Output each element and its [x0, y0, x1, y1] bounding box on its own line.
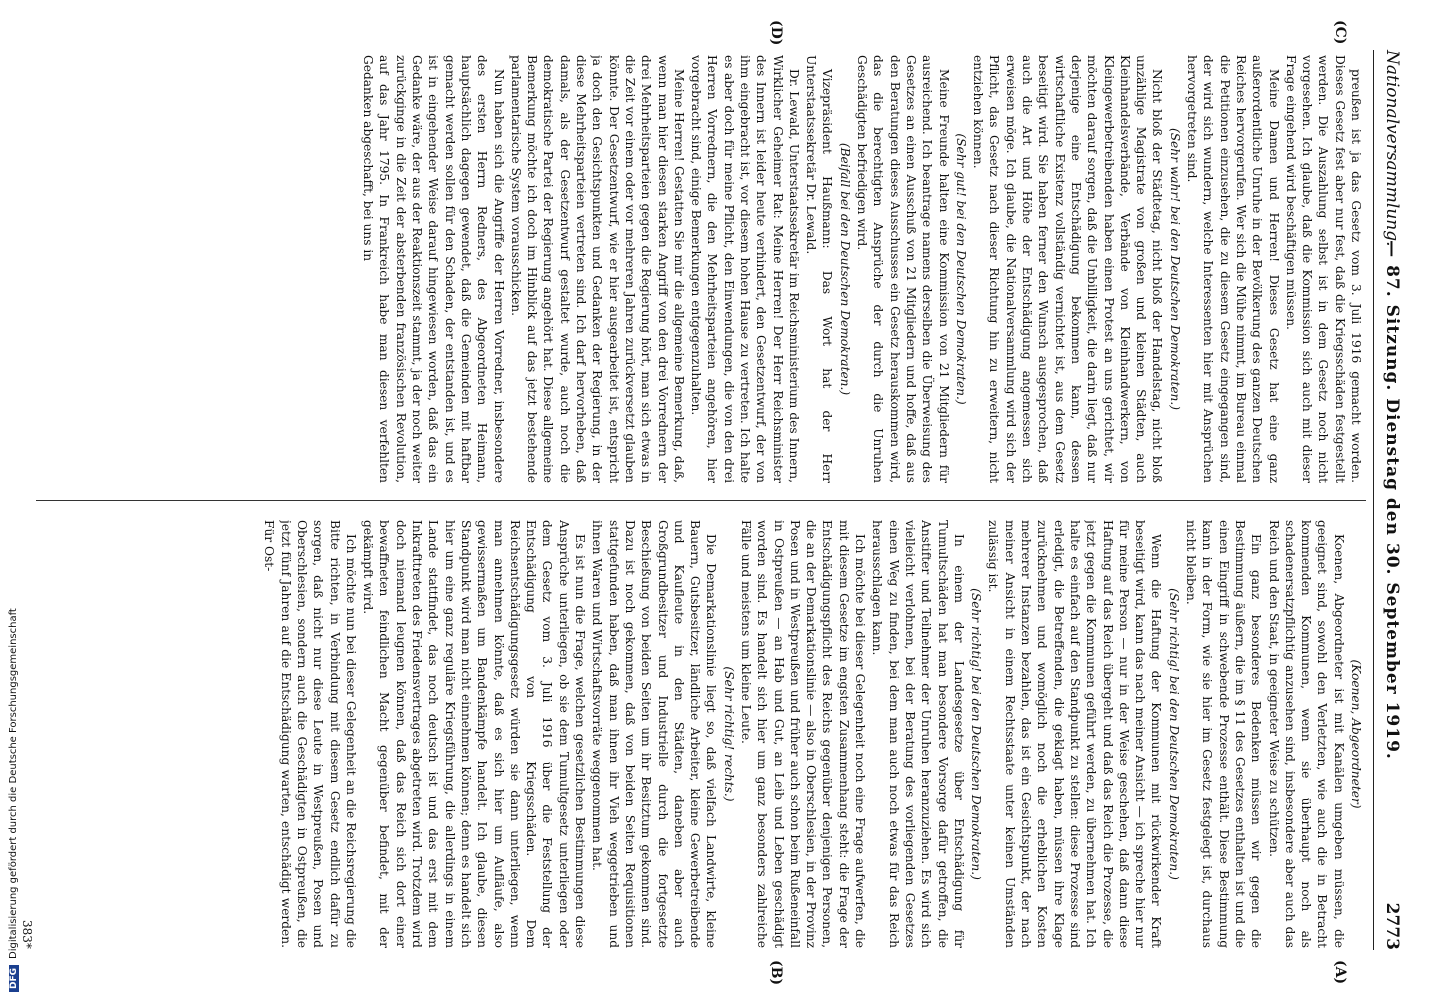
left-text-column — [44, 520, 1364, 948]
left-column-paragraph: Ich möchte nun bei dieser Gelegenheit an die Reichsregierung die Bitte richten, in Verbindung mit diesem Gesetz endlich dafür zu sorgen, daß nicht nur diese Leute in Westpreußen, Posen und Oberschlesien, sondern auch die Geschädigten in Ostpreußen, die jetzt fünf Jahren auf die Entschädigung warten, entschädigt werden. Für Ost- — [262, 520, 358, 948]
margin-marker-b: (B) — [768, 960, 784, 986]
column-divider — [36, 500, 1366, 501]
left-column-paragraph: Es ist nun die Frage, welchen gesetzlichen Bestimmungen diese Ansprüche unterliegen, ob sie dem Tumultgesetz unterliegen oder dem Gesetz vom 3. Juli 1916 über die Feststellung der Entschädigung von Kriegsschäden. Dem Reichsentschädigungsgesetz würden sie dann unterliegen, wenn man annehmen könnte, daß es sich hier um Aufläufe, also gewissermaßen um Bandenkämpfe handelt. Ich glaube, diesen Standpunkt wird man nicht einnehmen können; denn es handelt sich hier um eine ganz reguläre Kriegsführung, die allerdings in einem Lande stattfindet, das noch deutsch ist und das erst mit dem Inkrafttreten des Friedensvertrages abgetreten wird. Trotzdem wird doch niemand leugnen können, daß das Reich sich dort einer bewaffneten feindlichen Macht gegenüber befindet, mit der gekämpft wird. — [361, 520, 588, 948]
right-column-paragraph: Meine Damen und Herren! Dieses Gesetz hat eine ganz außerordentliche Unruhe in der Bevölkerung des ganzen Deutschen Reiches hervorgerufen. Wer sich die Mühe nimmt, im Bureau einmal die Petitionen einzusehen, die zu diesem Gesetz eingegangen sind, der wird sich wundern, welche Interessenten hier mit Ansprüchen hervorgetreten sind. — [1185, 55, 1281, 483]
left-column-interjection: (Sehr richtig! rechts.) — [721, 666, 736, 802]
header-center: — 87. Sitzung. Dienstag den 30. September 1919. — [1382, 240, 1402, 760]
left-column-interjection: (Sehr richtig! bei den Deutschen Demokraten.) — [969, 588, 984, 880]
left-column-paragraph: In einem der Landesgesetze über Entschädigung für Tumultschäden hat man besondere Vorsorge dafür getroffen, die Anstifter und Teilnehmer der Unruhen heranzuziehen. Es wird sich vielleicht verlohnen, bei der Beratung des vorliegenden Gesetzes einen Weg zu finden, bei dem man auch noch etwas für das Reich herausschlagen kann. — [870, 520, 966, 948]
sheet-number: 383* — [20, 920, 34, 949]
right-column-paragraph: Nun haben sich die Angriffe der Herren Vorredner, insbesondere des ersten Herrn Redners, des Abgeordneten Heimann, hauptsächlich dagegen gewendet, daß die Gemeinden mit haftbar gemacht werden sollen für den Schaden, der entstanden ist, und es ist in eingehender Weise darauf hingewiesen worden, daß das ein Gedanke wäre, der aus der Reaktionszeit stammt, ja der noch weiter zurückginge in die Zeit der absterbenden französischen Revolution, auf das Jahr 1795. In Frankreich habe man diesen verfehlten Gedanken abgeschafft, bei uns in — [361, 55, 506, 483]
right-column-interjection: (Sehr gut! bei den Deutschen Demokraten.) — [953, 133, 968, 405]
dfg-logo: DFG — [9, 965, 19, 992]
header-left: Nationalversammlung. — [1382, 50, 1402, 247]
left-column-paragraph: Wenn die Haftung der Kommunen mit rückwirkender Kraft beseitigt wird, kann das nach meiner Ansicht — ich spreche hier nur für meine Person — nur in der Weise geschehen, daß dann diese Haftung auf das Reich übergeht und daß das Reich die Prozesse, die jetzt gegen die Kommunen geführt werden, zu übernehmen hat. Ich halte es einfach auf den Standpunkt zu stellen: diese Prozesse sind erledigt, die Betreffenden, die geklagt haben, müssen ihre Klage zurücknehmen und womöglich noch die erheblichen Kosten mehrerer Instanzen bezahlen, das ist ein Gesichtspunkt, der nach meiner Ansicht in einem Rechtsstaate unter keinen Umständen zulässig ist. — [986, 520, 1164, 948]
margin-marker-a: (A) — [1332, 960, 1348, 985]
right-column-interjection: (Beifall bei den Deutschen Demokraten.) — [837, 142, 852, 396]
footer-credit — [6, 2, 28, 992]
right-text-column — [44, 55, 1364, 483]
footer-credit-label: Digitalisierung gefördert durch die Deutsche Forschungsgemeinschaft — [8, 608, 19, 959]
right-column-paragraph: Vizepräsident Haußmann: Das Wort hat der Herr Unterstaatssekretär Dr. Lewald. — [804, 55, 835, 483]
right-column-paragraph: Nicht bloß der Städtetag, nicht bloß der Handelstag, nicht bloß unzählige Magistrate von großen und kleinen Städten, auch Kleinhandelsverbände, Verbände von Kleinhandwerkern, von Kleingewerbetreibenden haben einen Protest an uns gerichtet, wir möchten darauf sorgen, daß die Unbilligkeit, die darin liegt, daß nur derjenige eine Entschädigung bekommen kann, dessen wirtschaftliche Existenz vollständig vernichtet ist, aus dem Gesetz beseitigt wird. Sie haben ferner den Wunsch ausgesprochen, daß auch die Art und Höhe der Entschädigung angemessen sich erweisen möge. Ich glaube, die Nationalversammlung wird sich der Pflicht, das Gesetz nach dieser Richtung hin zu erweitern, nicht entziehen können. — [971, 55, 1165, 483]
right-column-paragraph: Meine Herren! Gestatten Sie mir die allgemeine Bemerkung, daß, wenn man hier diesen starken Angriff von den drei Vorrednern der drei Mehrheitsparteien gegen die Regierung hört, man sich etwas in die Zeit vor einem oder vor mehreren Jahren zurückversetzt glauben könnte. Der Gesetzentwurf, wie er hier ausgearbeitet ist, entspricht ja doch den Gesichtspunkten und Gedanken der Regierung, in der diese Mehrheitsparteien vertreten sind. Ich darf hervorheben, daß damals, als der Gesetzentwurf gestaltet wurde, auch noch die demokratische Partei der Regierung angehört hat. Diese allgemeine Bemerkung möchte ich doch im Hinblick auf das jetzt bestehende parlamentarische System vorausschicken. — [508, 55, 686, 483]
right-column-interjection: (Sehr wahr! bei den Deutschen Demokraten.) — [1167, 127, 1182, 411]
left-column-paragraph: Die Demarkationslinie liegt so, daß vielfach Landwirte, kleine Bauern, Gutsbesitzer, ländliche Arbeiter, kleine Gewerbetreibende und Kaufleute in den Städten, daneben aber auch Großgrundbesitzer und Industrielle durch die fortgesetzte Beschießung von beiden Seiten um ihr Besitztum gekommen sind. Dazu ist noch gekommen, daß von beiden Seiten Requisitionen stattgefunden haben, daß man ihnen ihr Vieh weggetrieben und ihnen Waren und Wirtschaftsvorräte weggenommen hat. — [590, 520, 719, 948]
margin-marker-c: (C) — [1332, 20, 1348, 45]
right-column-paragraph: preußen ist ja das Gesetz vom 3. Juli 1916 gemacht worden. Dieses Gesetz fest aber nur fest, daß die Kriegsschäden festgestellt werden. Die Auszahlung selbst ist in dem Gesetz noch nicht vorgesehen. Ich glaube, daß die Kommission sich auch mit dieser Frage eingehend wird beschäftigen müssen. — [1283, 55, 1363, 483]
right-column-paragraph: Dr. Lewald, Unterstaatssekretär im Reichsministerium des Innern, Wirklicher Geheimer Rat: Meine Herren! Der Herr Reichsminister des Innern ist leider heute verhindert, den Gesetzentwurf, der von ihm eingebracht ist, vor diesem hohen Hause zu vertreten. Ich halte es aber doch für meine Pflicht, den Einwendungen, die von den drei Herren Vorrednern, die den Mehrheitsparteien angehören, hier vorgebracht sind, einige Bemerkungen entgegenzuhalten. — [689, 55, 801, 483]
header-page-number: 2773 — [1382, 902, 1402, 950]
page-header — [1373, 50, 1406, 950]
right-column-paragraph: Meine Freunde halten eine Kommission von 21 Mitgliedern für ausreichend. Ich beantrage namens derselben die Überweisung des Gesetzes an einen Ausschuß von 21 Mitgliedern und hoffe, daß aus den Beratungen dieses Ausschusses ein Gesetz herauskommen wird, das die berechtigten Ansprüche der durch die Unruhen Geschädigten befriedigen wird. — [855, 55, 951, 483]
margin-marker-d: (D) — [768, 20, 784, 46]
left-column-paragraph: Ich möchte bei dieser Gelegenheit noch eine Frage aufwerfen, die mit diesem Gesetze im engsten Zusammenhang steht: die Frage der Entschädigungspflicht des Reichs gegenüber denjenigen Personen, die an der Demarkationslinie — also in Oberschlesien, in der Provinz Posen und in Westpreußen und früher auch schon beim Rußeneinfall in Ostpreußen — an Hab und Gut, an Leib und Leben geschädigt worden sind. Es handelt sich hier um ganz besonders zahlreiche Fälle und meistens um kleine Leute. — [739, 520, 868, 948]
left-column-interjection: (Koenen, Abgeordneter) — [1349, 659, 1363, 809]
footer-credit-text — [8, 2, 24, 992]
left-column-interjection: (Sehr richtig! bei den Deutschen Demokraten.) — [1166, 588, 1181, 880]
left-column-paragraph: Koenen, Abgeordneter ist mit Kanälen umgeben müssen, die geeignet sind, sowohl den Verletzten, wie auch die in Betracht kommenden Kommunen, wenn sie überhaupt noch als schadenersatzpflichtig anzusehen sind, insbesondere aber auch das Reich und den Staat, in geeigneter Weise zu schützen. — [1266, 520, 1346, 948]
left-column-paragraph: Ein ganz besonderes Bedenken müssen wir gegen die Bestimmung äußern, die im § 11 des Gesetzes enthalten ist und die einen Eingriff in schwebende Prozesse enthält. Diese Bestimmung kann in der Form, wie sie hier im Gesetz festgelegt ist, durchaus nicht bleiben. — [1184, 520, 1264, 948]
